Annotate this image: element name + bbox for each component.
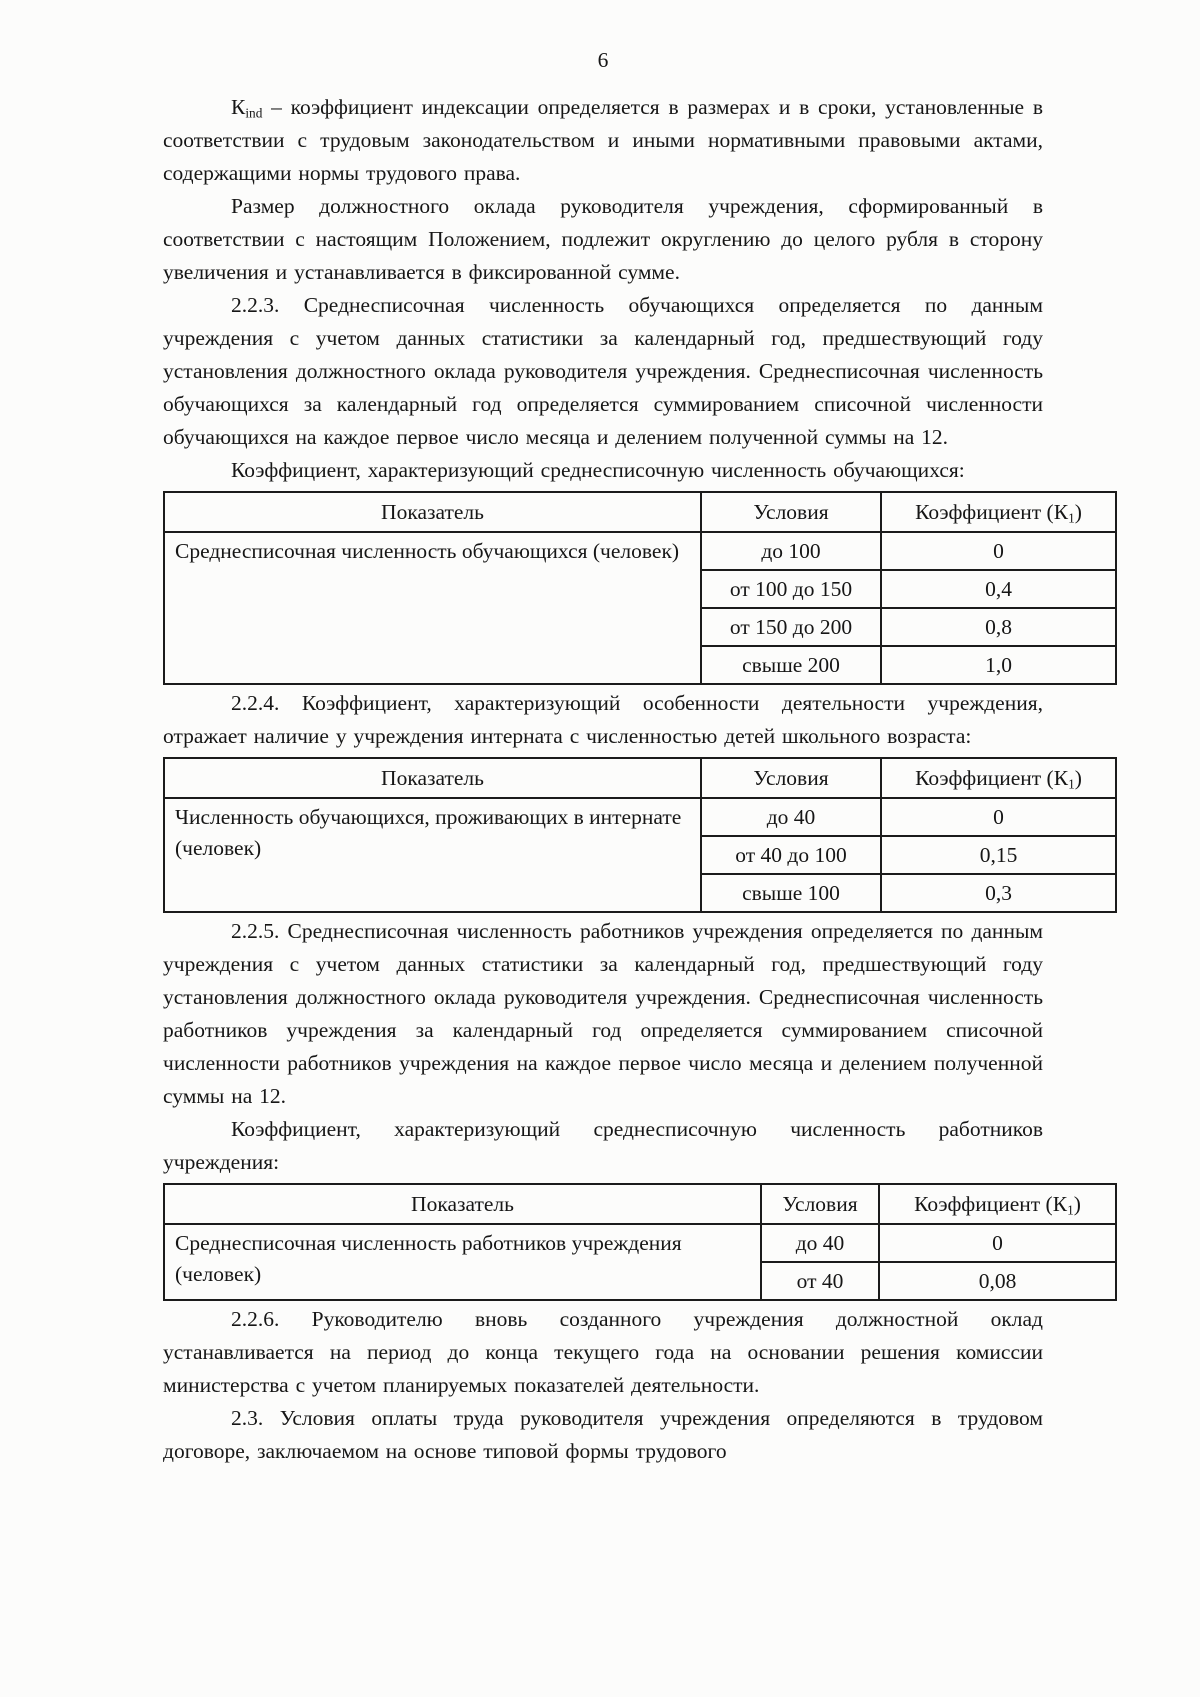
coefficient-header-subscript: 1: [1068, 509, 1075, 525]
paragraph-salary-rounding: Размер должностного оклада руководителя учреждения, сформированный в соответствии с настоящим Положением, подлежит округлению до целого рубля в сторону увеличения и устанавливается в фиксированной сумме.: [163, 194, 1043, 284]
table1-value-cell: 0,4: [881, 570, 1116, 608]
table3-condition-cell: до 40: [761, 1224, 879, 1262]
table1-header-indicator: Показатель: [164, 492, 701, 532]
table1-condition-cell: до 100: [701, 532, 881, 570]
table2-value-cell: 0,3: [881, 874, 1116, 912]
coefficient-header-text: Коэффициент (К: [915, 499, 1069, 524]
table1-condition-cell: от 100 до 150: [701, 570, 881, 608]
table-row: [164, 798, 1116, 836]
staff-count-coefficient-table: [163, 1183, 1117, 1301]
table1-header-coefficient: [881, 492, 1116, 532]
paragraph-2-2-4: 2.2.4. Коэффициент, характеризующий особенности деятельности учреждения, отражает наличие у учреждения интерната с численностью детей школьного возраста:: [163, 691, 1043, 748]
paragraph-2-2-5: 2.2.5. Среднесписочная численность работников учреждения определяется по данным учреждения с учетом данных статистики за календарный год, предшествующий году установления должностного оклада руководителя учреждения. Среднесписочная численность работников учреждения за календарный год определяется суммированием списочной численности работников учреждения на каждое первое число месяца и делением полученной суммы на 12.: [163, 919, 1043, 1108]
paragraph-students-coefficient-intro: Коэффициент, характеризующий среднесписочную численность обучающихся:: [231, 458, 965, 482]
table1-value-cell: 0,8: [881, 608, 1116, 646]
page-number: 6: [597, 48, 609, 72]
coefficient-header-subscript: 1: [1067, 1201, 1074, 1217]
coefficient-header-text: Коэффициент (К: [915, 765, 1069, 790]
table2-header-conditions: Условия: [701, 758, 881, 798]
paragraph-2-2-3: 2.2.3. Среднесписочная численность обучающихся определяется по данным учреждения с учетом данных статистики за календарный год, предшествующий году установления должностного оклада руководителя учреждения. Среднесписочная численность обучающихся за календарный год определяется суммированием списочной численности обучающихся на каждое первое число месяца и делением полученной суммы на 12.: [163, 293, 1043, 449]
table1-header-conditions: Условия: [701, 492, 881, 532]
table-row: [164, 1224, 1116, 1262]
table3-value-cell: 0,08: [879, 1262, 1116, 1300]
paragraph-2-3: 2.3. Условия оплаты труда руководителя учреждения определяются в трудовом договоре, заключаемом на основе типовой формы трудового: [163, 1406, 1043, 1463]
paragraph-2-2-6: 2.2.6. Руководителю вновь созданного учреждения должностной оклад устанавливается на период до конца текущего года на основании решения комиссии министерства с учетом планируемых показателей деятельности.: [163, 1307, 1043, 1397]
table1-condition-cell: от 150 до 200: [701, 608, 881, 646]
table1-value-cell: 0: [881, 532, 1116, 570]
students-count-coefficient-table: [163, 491, 1117, 685]
paragraph-staff-coefficient-intro: Коэффициент, характеризующий среднесписочную численность работников учреждения:: [163, 1117, 1043, 1174]
table3-header-coefficient: [879, 1184, 1116, 1224]
coefficient-header-close: ): [1074, 765, 1082, 790]
table-header-row: [164, 758, 1116, 798]
table2-indicator-cell: Численность обучающихся, проживающих в интернате (человек): [164, 798, 701, 912]
coefficient-header-subscript: 1: [1068, 775, 1075, 791]
k-ind-symbol: К: [231, 95, 246, 119]
table3-condition-cell: от 40: [761, 1262, 879, 1300]
table2-condition-cell: до 40: [701, 798, 881, 836]
table-header-row: [164, 492, 1116, 532]
k-ind-definition-text: – коэффициент индексации определяется в размерах и в сроки, установленные в соответствии с трудовым законодательством и иными нормативными правовыми актами, содержащими нормы трудового права.: [163, 95, 1043, 185]
table1-indicator-cell: Среднесписочная численность обучающихся (человек): [164, 532, 701, 684]
coefficient-header-text: Коэффициент (К: [914, 1191, 1068, 1216]
k-ind-subscript: ind: [245, 105, 263, 121]
table2-condition-cell: от 40 до 100: [701, 836, 881, 874]
table2-header-coefficient: [881, 758, 1116, 798]
boarding-students-coefficient-table: [163, 757, 1117, 913]
table2-condition-cell: свыше 100: [701, 874, 881, 912]
table3-indicator-cell: Среднесписочная численность работников учреждения (человек): [164, 1224, 761, 1300]
table2-value-cell: 0,15: [881, 836, 1116, 874]
table3-header-indicator: Показатель: [164, 1184, 761, 1224]
table2-value-cell: 0: [881, 798, 1116, 836]
table3-value-cell: 0: [879, 1224, 1116, 1262]
table1-value-cell: 1,0: [881, 646, 1116, 684]
table1-condition-cell: свыше 200: [701, 646, 881, 684]
table-header-row: [164, 1184, 1116, 1224]
table-row: [164, 532, 1116, 570]
coefficient-header-close: ): [1073, 1191, 1081, 1216]
paragraph-k-ind-definition: [163, 91, 1043, 190]
table3-header-conditions: Условия: [761, 1184, 879, 1224]
table2-header-indicator: Показатель: [164, 758, 701, 798]
coefficient-header-close: ): [1074, 499, 1082, 524]
